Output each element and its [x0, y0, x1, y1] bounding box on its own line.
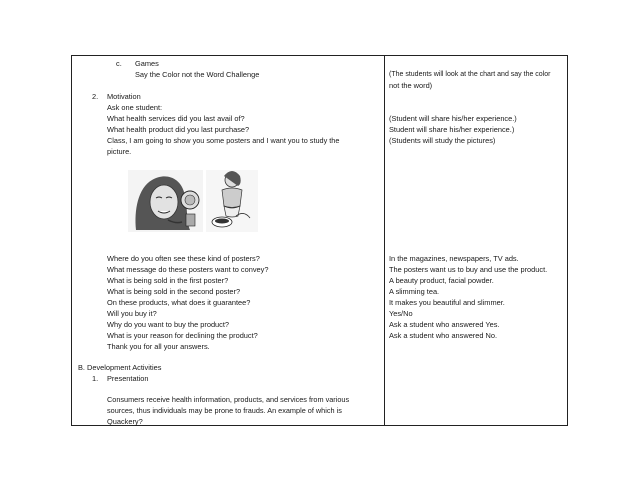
- motivation-response: (Students will study the pictures): [389, 136, 496, 145]
- question-line: What is being sold in the first poster?: [107, 276, 229, 285]
- games-title: Games: [135, 59, 159, 68]
- presentation-paragraph-line: Quackery?: [107, 417, 143, 426]
- presentation-title: Presentation: [107, 374, 149, 383]
- motivation-title: Motivation: [107, 92, 141, 101]
- question-line: What is being sold in the second poster?: [107, 287, 241, 296]
- motivation-line: What health product did you last purchase?: [107, 125, 250, 134]
- presentation-paragraph-line: Consumers receive health information, products, and services from various: [107, 395, 350, 404]
- games-response-line-1: (The students will look at the chart and say the color: [389, 71, 551, 78]
- question-line: Where do you often see these kind of posters?: [107, 254, 260, 263]
- motivation-marker: 2.: [92, 92, 99, 101]
- answer-line: Yes/No: [389, 309, 413, 318]
- question-line: On these products, what does it guarantee?: [107, 298, 251, 307]
- answer-line: Ask a student who answered Yes.: [389, 320, 500, 329]
- answer-line: Ask a student who answered No.: [389, 331, 498, 340]
- question-line: What message do these posters want to convey?: [107, 265, 269, 274]
- games-response-line-2: not the word): [389, 81, 433, 90]
- presentation-marker: 1.: [92, 374, 99, 383]
- presentation-paragraph-line: sources, thus individuals may be prone to frauds. An example of which is: [107, 406, 342, 415]
- answer-line: A slimming tea.: [389, 287, 440, 296]
- motivation-line: Ask one student:: [107, 103, 163, 112]
- slimming-tea-poster-image: [206, 170, 258, 232]
- column-divider: [384, 56, 385, 425]
- question-line: What is your reason for declining the product?: [107, 331, 258, 340]
- question-line: Will you buy it?: [107, 309, 157, 318]
- class-instruction-line-1: Class, I am going to show you some posters and I want you to study the: [107, 136, 340, 145]
- motivation-response: Student will share his/her experience.): [389, 125, 515, 134]
- question-line: Why do you want to buy the product?: [107, 320, 230, 329]
- question-line: Thank you for all your answers.: [107, 342, 210, 351]
- development-activities-heading: B. Development Activities: [78, 363, 162, 372]
- answer-line: The posters want us to buy and use the product.: [389, 265, 548, 274]
- lesson-plan-table: [71, 55, 568, 426]
- answer-line: It makes you beautiful and slimmer.: [389, 298, 505, 307]
- answer-line: In the magazines, newspapers, TV ads.: [389, 254, 519, 263]
- beauty-product-poster-image: [128, 170, 203, 232]
- games-marker: c.: [116, 59, 122, 68]
- games-description: Say the Color not the Word Challenge: [135, 70, 260, 79]
- motivation-response: (Student will share his/her experience.): [389, 114, 517, 123]
- class-instruction-line-2: picture.: [107, 147, 132, 156]
- answer-line: A beauty product, facial powder.: [389, 276, 494, 285]
- motivation-line: What health services did you last avail of?: [107, 114, 245, 123]
